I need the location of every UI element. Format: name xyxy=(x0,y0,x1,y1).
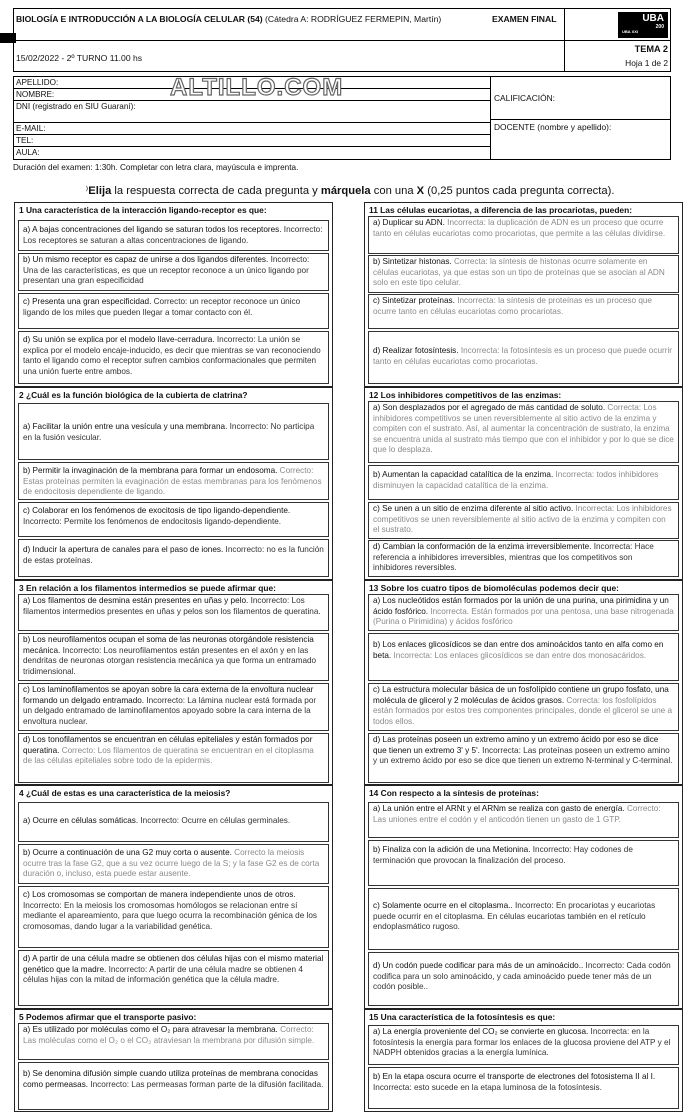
option-c[interactable]: c) Colaborar en los fenómenos de exocitosis de tipo ligando-dependiente. Incorrecto: Permite los fenómenos de endocitosis ligando-dependiente. xyxy=(18,502,329,537)
option-a[interactable]: a) Facilitar la unión entre una vesícula y una membrana. Incorrecto: No participa en la fusión vesicular. xyxy=(18,403,329,460)
page-number: Hoja 1 de 2 xyxy=(625,58,668,68)
question-5 xyxy=(14,1009,333,1112)
field-nombre[interactable]: NOMBRE: xyxy=(14,89,490,101)
question-2 xyxy=(14,387,333,580)
option-a[interactable]: a) La unión entre el ARNt y el ARNm se realiza con gasto de energía. Correcto: Las uniones entre el codón y el anticodón tienen un gasto de 1 GTP. xyxy=(368,802,679,838)
exam-label: EXAMEN FINAL xyxy=(492,14,557,24)
option-a[interactable]: a) La energía proveniente del CO₂ se convierte en glucosa. Incorrecta: en la fotosíntesis la energía para formar los enlaces de la glucosa proviene del ATP y el NADPH obtenidos gracias a la energía lumínica. xyxy=(368,1025,679,1065)
option-d[interactable]: d) Realizar fotosíntesis. Incorrecta: la fotosíntesis es un proceso que puede ocurrir tanto en células eucariotas como procariotas. xyxy=(368,331,679,384)
question-title: 12 Los inhibidores competitivos de las enzimas: xyxy=(369,390,562,400)
exam-date: 15/02/2022 - 2º TURNO 11.00 hs xyxy=(16,53,143,63)
question-1 xyxy=(14,202,333,387)
question-15 xyxy=(364,1009,683,1112)
field-calificacion[interactable]: CALIFICACIÓN: xyxy=(494,93,555,103)
question-title: 4 ¿Cuál de estas es una característica de la meiosis? xyxy=(19,788,231,798)
question-title: 14 Con respecto a la síntesis de proteínas: xyxy=(369,788,539,798)
option-d[interactable]: d) Su unión se explica por el modelo llave-cerradura. Incorrecto: La unión se explica por el modelo encaje-inducido, es decir que mientras se van reconociendo tanto el ligando como el receptor sufren cambios conformacionales que permiten una unión fuerte entre ambos. xyxy=(18,331,329,384)
option-b[interactable]: b) Finaliza con la adición de una Metionina. Incorrecto: Hay codones de terminación que provocan la finalización del proceso. xyxy=(368,840,679,886)
option-d[interactable]: d) Las proteínas poseen un extremo amino y un extremo ácido por eso se dice que tienen un extremo 3' y 5'. Incorrecta: Las proteínas poseen un extremo amino y un extremo ácido por eso se dice que tienen un extremo N-terminal y C-terminal. xyxy=(368,733,679,783)
option-c[interactable]: c) Presenta una gran especificidad. Correcto: un receptor reconoce un único ligando de los miles que pueden llegar a tomar contacto con él. xyxy=(18,293,329,329)
option-d[interactable]: d) Inducir la apertura de canales para el paso de iones. Incorrecto: no es la función de estas proteínas. xyxy=(18,539,329,577)
question-title: 11 Las células eucariotas, a diferencia de las procariotas, pueden: xyxy=(369,205,632,215)
question-title: 3 En relación a los filamentos intermedios se puede afirmar que: xyxy=(19,583,276,593)
option-a[interactable]: a) Los nucleótidos están formados por la unión de una purina, una pirimidina y un ácido fosfórico. Incorrecta. Están formados por una pentosa, una base nitrogenada (Purina o Pirimidina) y ácidos fosfórico xyxy=(368,594,679,631)
question-11 xyxy=(364,202,683,387)
option-c[interactable]: c) Se unen a un sitio de enzima diferente al sitio activo. Incorrecta: Los inhibidores competitivos se unen reversiblemente al sitio activo de la enzima y compiten con el sustrato. xyxy=(368,502,679,539)
option-b[interactable]: b) Ocurre a continuación de una G2 muy corta o ausente. Correcto la meiosis ocurre tras la fase G2, que a su vez ocurre luego de la S; y la fase G2 es de corta duración o, incluso, esta puede estar ausente. xyxy=(18,844,329,884)
option-c[interactable]: c) Los cromosomas se comportan de manera independiente unos de otros. Incorrecto: En la meiosis los cromosomas homólogos se relacionan entre sí mediante el apareamiento, para que luego ocurra la recombinación génica de los cromosomas, dando lugar a la variabilidad genética. xyxy=(18,886,329,948)
grading-divider xyxy=(491,119,671,120)
question-title: 5 Podemos afirmar que el transporte pasivo: xyxy=(19,1012,197,1022)
option-b[interactable]: b) En la etapa oscura ocurre el transporte de electrones del fotosistema II al I. Incorrecta: esto sucede en la etapa luminosa de la fotosíntesis. xyxy=(368,1067,679,1109)
option-a[interactable]: a) Son desplazados por el agregado de más cantidad de soluto. Correcta: Los inhibidores competitivos se unen reversiblemente al sitio activo de la enzima y compiten con el sustrato. Así, al aumentar la concentración de sustrato, la enzima se encuentra unida al sustrato más tiempo que con el inhibidor y por lo que se dice que lo desplaza. xyxy=(368,401,679,463)
question-3 xyxy=(14,580,333,785)
option-b[interactable]: b) Sintetizar histonas. Correcta: la síntesis de histonas ocurre solamente en células eucariotas, ya que estas son un tipo de proteínas que se asocian al ADN solo en este tipo celular. xyxy=(368,255,679,293)
question-title: 1 Una característica de la interacción ligando-receptor es que: xyxy=(19,205,267,215)
option-d[interactable]: d) Un codón puede codificar para más de un aminoácido.. Incorrecto: Cada codón codifica para un solo aminoácido, y cada aminoácido puede tener más de un codón posible.. xyxy=(368,952,679,1006)
option-b[interactable]: b) Un mismo receptor es capaz de unirse a dos ligandos diferentes. Incorrecto: Una de las características, es que un receptor reconoce a un único ligando por presentan una gran especificidad xyxy=(18,253,329,291)
option-a[interactable]: a) Duplicar su ADN. Incorrecta: la duplicación de ADN es un proceso que ocurre tanto en células eucariotas como procariotas, que permite a las células dividirse. xyxy=(368,216,679,254)
grading-box xyxy=(490,77,671,159)
option-b[interactable]: b) Permitir la invaginación de la membrana para formar un endosoma. Correcto: Estas proteínas permiten la evaginación de estas membranas para los fenómenos de endocitosis dependiente de ligando. xyxy=(18,462,329,500)
field-tel[interactable]: TEL: xyxy=(14,135,490,147)
question-4 xyxy=(14,785,333,1009)
question-title: 2 ¿Cuál es la función biológica de la cubierta de clatrina? xyxy=(19,390,248,400)
option-b[interactable]: b) Los enlaces glicosídicos se dan entre dos aminoácidos tanto en alfa como en beta. Incorrecta: Los enlaces glicosídicos se dan entre dos monosacáridos. xyxy=(368,633,679,681)
option-a[interactable]: a) Ocurre en células somáticas. Incorrecto: Ocurre en células germinales. xyxy=(18,802,329,842)
question-title: 15 Una característica de la fotosíntesis es que: xyxy=(369,1012,556,1022)
option-a[interactable]: a) A bajas concentraciones del ligando se saturan todos los receptores. Incorrecto: Los receptores se saturan a altas concentraciones de ligando. xyxy=(18,220,329,251)
question-13 xyxy=(364,580,683,785)
option-d[interactable]: d) Cambian la conformación de la enzima irreversiblemente. Incorrecta: Hace referencia a inhibidores irreversibles, mientras que los competitivos son inhibidores reversibles. xyxy=(368,540,679,577)
exam-duration: Duración del examen: 1:30h. Completar con letra clara, mayúscula e imprenta. xyxy=(13,163,299,172)
question-title: 13 Sobre los cuatro tipos de biomoléculas podemos decir que: xyxy=(369,583,619,593)
option-c[interactable]: c) La estructura molecular básica de un fosfolípido contiene un grupo fosfato, una molécula de glicerol y 2 moléculas de ácidos grasos. Correcta: los fosfolípidos están formados por estos tres componentes principales, donde el glicerol se une a todos ellos. xyxy=(368,683,679,731)
field-email[interactable]: E-MAIL: xyxy=(14,123,490,135)
option-b[interactable]: b) Los neurofilamentos ocupan el soma de las neuronas otorgándole resistencia mecánica. Incorrecto: Los neurofilamentos están presentes en el axón y en las dendritas de neuronas otorgan resistencia mecánica ya que forma un entramado tridimensional. xyxy=(18,633,329,681)
tema-label: TEMA 2 xyxy=(634,44,668,54)
field-aula[interactable]: AULA: xyxy=(16,148,40,157)
option-c[interactable]: c) Los laminofilamentos se apoyan sobre la cara externa de la envoltura nuclear formando un delgado entramado. Incorrecto: La lámina nuclear está formada por un delgado entramado de laminofilamentos apoyado sobre la cara interna de la envoltura nuclear. xyxy=(18,683,329,731)
question-12 xyxy=(364,387,683,580)
header-vdivider xyxy=(564,8,565,72)
question-14 xyxy=(364,785,683,1009)
header-divider xyxy=(13,40,671,41)
watermark: ALTILLO.COM xyxy=(170,74,344,101)
field-docente[interactable]: DOCENTE (nombre y apellido): xyxy=(494,122,612,132)
option-d[interactable]: d) Los tonofilamentos se encuentran en células epiteliales y están formados por queratina. Correcto: Los filamentos de queratina se encuentran en el citoplasma de las células epiteliales sobre todo de la epidermis. xyxy=(18,733,329,783)
course-title: BIOLOGÍA E INTRODUCCIÓN A LA BIOLOGÍA CELULAR (54) (Cátedra A: RODRÍGUEZ FERMEPIN, Martín) xyxy=(16,14,442,24)
field-apellido[interactable]: APELLIDO: xyxy=(14,77,490,89)
option-c[interactable]: c) Sintetizar proteínas. Incorrecta: la síntesis de proteínas es un proceso que ocurre tanto en células eucariotas como procariotas. xyxy=(368,294,679,329)
instructions: ⁾Elija la respuesta correcta de cada pregunta y márquela con una X (0,25 puntos cada pregunta correcta). xyxy=(85,185,615,197)
field-dni[interactable]: DNI (registrado en SIU Guaraní): xyxy=(14,101,490,123)
margin-tab xyxy=(0,33,16,43)
option-b[interactable]: b) Se denomina difusión simple cuando utiliza proteínas de membrana conocidas como permeasas. Incorrecto: Las permeasas forman parte de la difusión facilitada. xyxy=(18,1062,329,1110)
uba-logo: UBA 200 UBA XXI xyxy=(618,12,668,38)
option-d[interactable]: d) A partir de una célula madre se obtienen dos células hijas con el mismo material genético que la madre. Incorrecto: A partir de una célula madre se obtienen 4 células hijas con la mitad de información genética que la célula madre. xyxy=(18,950,329,1006)
option-c[interactable]: c) Solamente ocurre en el citoplasma.. Incorrecto: En procariotas y eucariotas puede ocurrir en el citoplasma. En células eucariotas también en el retículo endoplasmático rugoso. xyxy=(368,888,679,950)
option-a[interactable]: a) Los filamentos de desmina están presentes en uñas y pelo. Incorrecto: Los filamentos intermedios presentes en uñas y pelos son los filamentos de queratina. xyxy=(18,594,329,631)
option-a[interactable]: a) Es utilizado por moléculas como el O₂ para atravesar la membrana. Correcto: Las moléculas como el O₂ o el CO₂ atraviesan la membrana por difusión simple. xyxy=(18,1023,329,1060)
option-b[interactable]: b) Aumentan la capacidad catalítica de la enzima. Incorrecta: todos inhibidores disminuyen la capacidad catalítica de la enzima. xyxy=(368,465,679,500)
